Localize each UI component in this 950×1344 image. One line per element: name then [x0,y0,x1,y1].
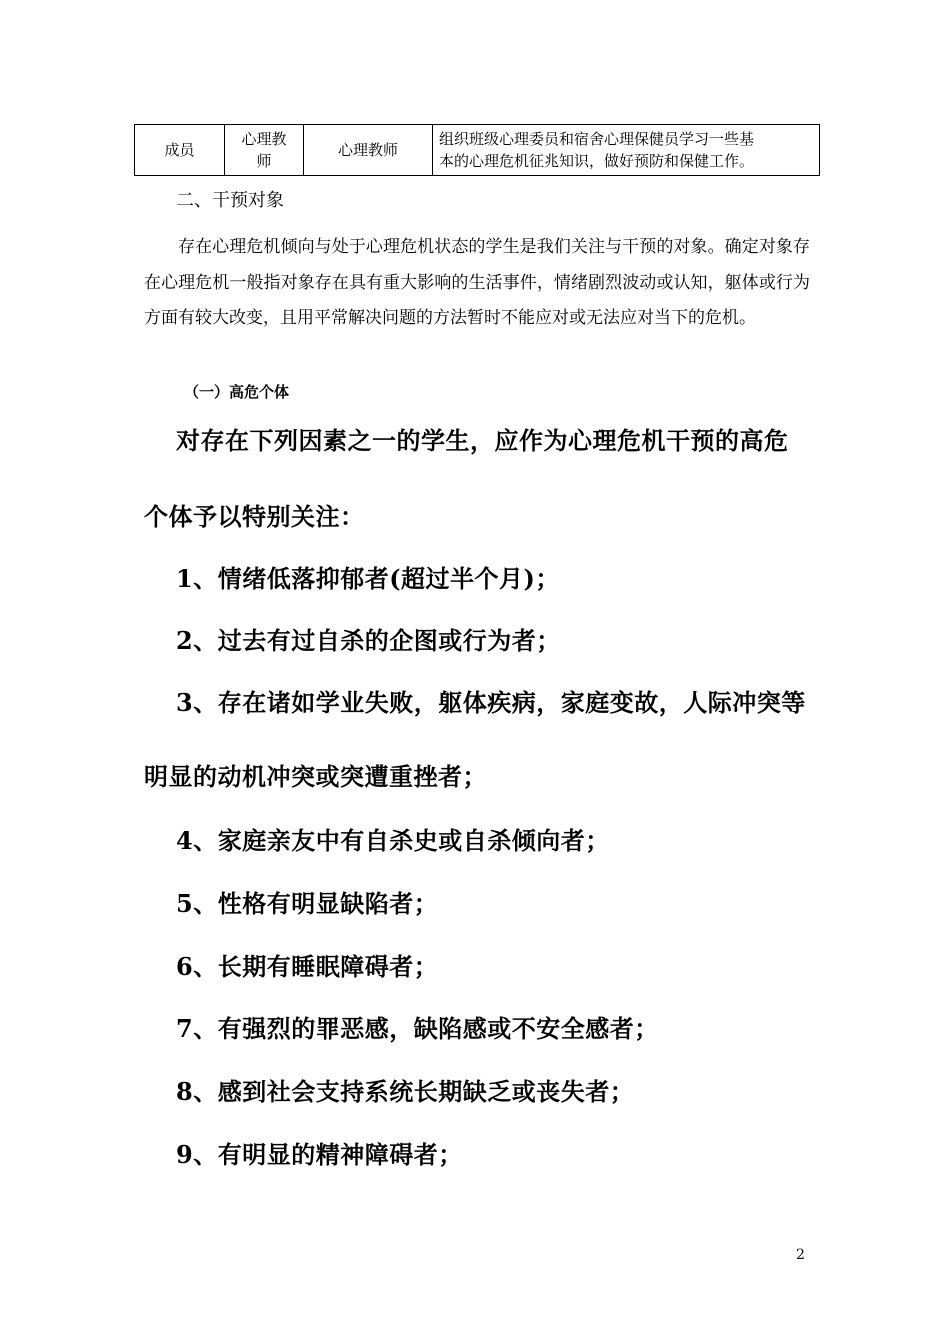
list-item: 9、有明显的精神障碍者； [176,1140,463,1169]
role-cell: 成员 [135,125,225,176]
list-item: 8、感到社会支持系统长期缺乏或丧失者； [176,1077,635,1106]
position-cell [225,125,304,176]
section-heading: 二、干预对象 [176,190,284,211]
subsection-heading: （一）高危个体 [184,383,290,401]
duty-line: 组织班级心理委员和宿舍心理保健员学习一些基 [439,130,755,148]
page-number: 2 [796,1247,805,1263]
duty-cell [433,125,820,176]
section-paragraph: 存在心理危机倾向与处于心理危机状态的学生是我们关注与干预的对象。确定对象存在心理危机一般指对象存在具有重大影响的生活事件，情绪剧烈波动或认知，躯体或行为方面有较大改变，且用平常解决问题的方法暂时不能应对或无法应对当下的危机。 [144,237,810,328]
list-item: 3、存在诸如学业失败，躯体疾病，家庭变故，人际冲突等 [176,688,806,717]
intro-line: 对存在下列因素之一的学生，应作为心理危机干预的高危 [176,426,789,455]
position-text: 心理教师 [241,130,287,170]
list-item: 5、性格有明显缺陷者； [176,889,439,918]
list-item: 4、家庭亲友中有自杀史或自杀倾向者； [176,826,610,855]
list-item: 明显的动机冲突或突遭重挫者； [144,762,487,791]
list-item: 2、过去有过自杀的企图或行为者； [176,626,561,655]
duty-line: 本的心理危机征兆知识，做好预防和保健工作。 [439,152,755,170]
table-row [135,125,820,176]
list-item: 6、长期有睡眠障碍者； [176,952,439,981]
list-item: 1、情绪低落抑郁者(超过半个月)； [176,564,560,593]
intro-line: 个体予以特别关注： [144,502,365,531]
person-cell: 心理教师 [304,125,433,176]
roles-table [134,124,820,176]
list-item: 7、有强烈的罪恶感，缺陷感或不安全感者； [176,1014,659,1043]
